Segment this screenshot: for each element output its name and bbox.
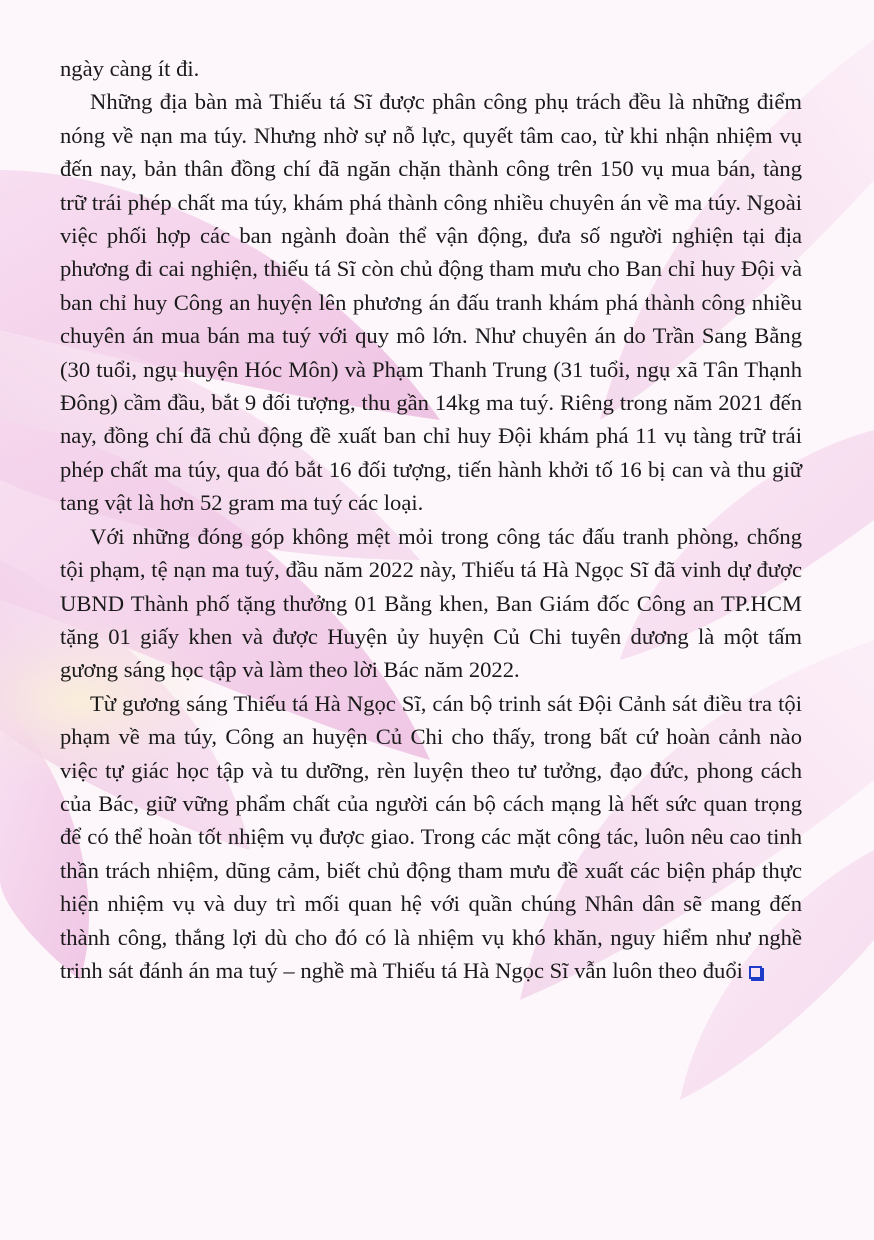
article-body (60, 52, 802, 987)
paragraph-awards: Với những đóng góp không mệt mỏi trong công tác đấu tranh phòng, chống tội phạm, tệ nạn ma tuý, đầu năm 2022 này, Thiếu tá Hà Ngọc Sĩ đã vinh dự được UBND Thành phố tặng thưởng 01 Bằng khen, Ban Giám đốc Công an TP.HCM tặng 01 giấy khen và được Huyện ủy huyện Củ Chi tuyên dương là một tấm gương sáng học tập và làm theo lời Bác năm 2022. (60, 523, 802, 683)
conclusion-text: Từ gương sáng Thiếu tá Hà Ngọc Sĩ, cán bộ trinh sát Đội Cảnh sát điều tra tội phạm về ma túy, Công an huyện Củ Chi cho thấy, trong bất cứ hoàn cảnh nào việc tự giác học tập và tu dưỡng, rèn luyện theo tư tưởng, đạo đức, phong cách của Bác, giữ vững phẩm chất của người cán bộ cách mạng là hết sức quan trọng để có thể hoàn tốt nhiệm vụ được giao. Trong các mặt công tác, luôn nêu cao tinh thần trách nhiệm, dũng cảm, biết chủ động tham mưu đề xuất các biện pháp thực hiện nhiệm vụ và duy trì mối quan hệ với quần chúng Nhân dân sẽ mang đến thành công, thắng lợi dù cho đó có là nhiệm vụ khó khăn, nguy hiểm như nghề trinh sát đánh án ma tuý – nghề mà Thiếu tá Hà Ngọc Sĩ vẫn luôn theo đuổi (60, 690, 802, 983)
paragraph-conclusion (60, 687, 802, 988)
checkbox-square-icon (749, 966, 762, 979)
paragraph-continuation: ngày càng ít đi. (60, 56, 200, 81)
paragraph-achievements: Những địa bàn mà Thiếu tá Sĩ được phân công phụ trách đều là những điểm nóng về nạn ma túy. Nhưng nhờ sự nỗ lực, quyết tâm cao, từ khi nhận nhiệm vụ đến nay, bản thân đồng chí đã ngăn chặn thành công trên 150 vụ mua bán, tàng trữ trái phép chất ma túy, khám phá thành công nhiều chuyên án về ma túy. Ngoài việc phối hợp các ban ngành đoàn thể vận động, đưa số người nghiện tại địa phương đi cai nghiện, thiếu tá Sĩ còn chủ động tham mưu cho Ban chỉ huy Đội và ban chỉ huy Công an huyện lên phương án đấu tranh khám phá thành công nhiều chuyên án mua bán ma tuý với quy mô lớn. Như chuyên án do Trần Sang Bằng (30 tuổi, ngụ huyện Hóc Môn) và Phạm Thanh Trung (31 tuổi, ngụ xã Tân Thạnh Đông) cầm đầu, bắt 9 đối tượng, thu gần 14kg ma tuý. Riêng trong năm 2021 đến nay, đồng chí đã chủ động đề xuất ban chỉ huy Đội khám phá 11 vụ tàng trữ trái phép chất ma túy, qua đó bắt 16 đối tượng, tiến hành khởi tố 16 bị can và thu giữ tang vật là hơn 52 gram ma tuý các loại. (60, 89, 802, 516)
